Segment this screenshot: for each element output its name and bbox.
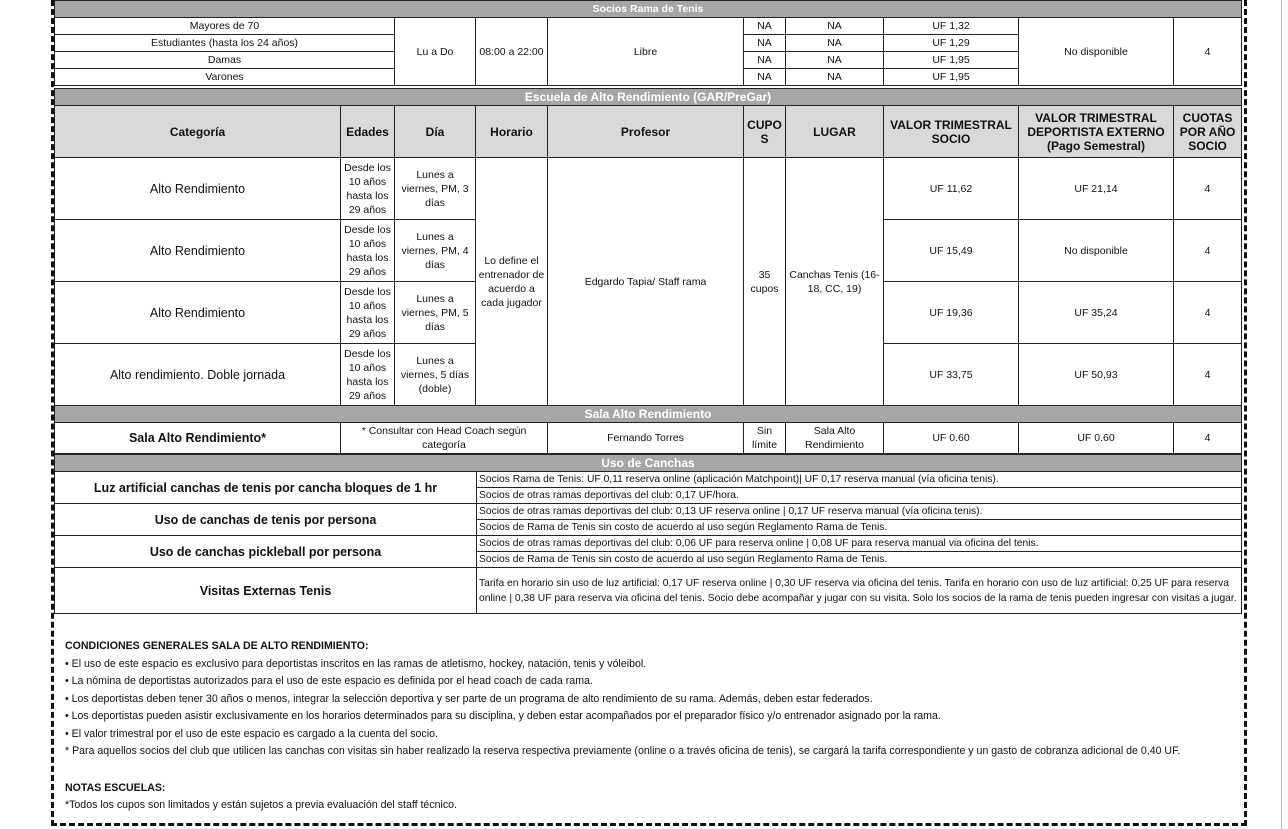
canchas-item-title: Uso de canchas de tenis por persona — [55, 504, 477, 536]
canchas-item-line: Socios de otras ramas deportivas del club: 0,17 UF/hora. — [477, 488, 1242, 504]
escuela-band: Escuela de Alto Rendimiento (GAR/PreGar) — [55, 89, 1242, 106]
dia-cell: Lu a Do — [395, 18, 476, 86]
sala-lugar: Sala Alto Rendimiento — [786, 423, 884, 454]
canchas-item-title: Luz artificial canchas de tenis por cancha bloques de 1 hr — [55, 472, 477, 504]
condiciones-title: CONDICIONES GENERALES SALA DE ALTO RENDIMIENTO: — [65, 640, 369, 652]
header-horario: Horario — [476, 106, 548, 158]
header-dia: Día — [395, 106, 476, 158]
sala-valor-socio: UF 0.60 — [884, 423, 1019, 454]
horario-cell: Lo define el entrenador de acuerdo a cada jugador — [476, 158, 548, 406]
escuela-table — [54, 88, 1242, 406]
condiciones-section — [65, 638, 1235, 815]
sala-cupos: Sin límite — [744, 423, 786, 454]
canchas-item-line: Socios de otras ramas deportivas del club: 0,13 UF reserva online | 0,17 UF reserva manual (vía oficina tenis). — [477, 504, 1242, 520]
sala-band: Sala Alto Rendimiento — [55, 406, 1242, 423]
canchas-item-line: Tarifa en horario sin uso de luz artificial: 0,17 UF reserva online | 0,30 UF reserva via oficina del tenis. Tarifa en horario con uso de luz artificial: 0,25 UF para reserva online | 0,38 UF para reserva via oficina del tenis. Socio debe acompañar y jugar con su visita. Solo los socios de la rama de tenis pueden ingresar con visitas a jugar. — [477, 568, 1242, 614]
condicion-item: • El uso de este espacio es exclusivo para deportistas inscritos en las ramas de atletismo, hockey, natación, tenis y vóleibol. — [65, 657, 647, 670]
dia-cell: Lunes a viernes, PM, 3 días — [395, 158, 476, 220]
value-cell: NA — [744, 69, 786, 86]
header-edades: Edades — [341, 106, 395, 158]
profesor-cell: Edgardo Tapia/ Staff rama — [548, 158, 744, 406]
value-cell: NA — [744, 52, 786, 69]
header-valor-socio: VALOR TRIMESTRAL SOCIO — [884, 106, 1019, 158]
canchas-item-line: Socios de Rama de Tenis sin costo de acuerdo al uso según Reglamento Rama de Tenis. — [477, 520, 1242, 536]
categoria-cell: Alto Rendimiento — [55, 158, 341, 220]
sala-nota: * Consultar con Head Coach según categoría — [341, 423, 548, 454]
socios-tenis-table — [54, 0, 1242, 86]
horario-cell: 08:00 a 22:00 — [476, 18, 548, 86]
categoria-cell: Estudiantes (hasta los 24 años) — [55, 35, 395, 52]
sala-cuotas: 4 — [1174, 423, 1242, 454]
canchas-table — [54, 454, 1242, 614]
canchas-item-title: Visitas Externas Tenis — [55, 568, 477, 614]
cuotas-cell: 4 — [1174, 344, 1242, 406]
condicion-item: • La nómina de deportistas autorizados para el uso de este espacio es definida por el head coach de cada rama. — [65, 675, 593, 687]
canchas-item-line: Socios Rama de Tenis: UF 0,11 reserva online (aplicación Matchpoint)| UF 0,17 reserva manual (vía oficina tenis). — [477, 472, 1242, 488]
header-cuotas: CUOTAS POR AÑO SOCIO — [1174, 106, 1242, 158]
edades-cell: Desde los 10 años hasta los 29 años — [341, 282, 395, 344]
cuotas-cell: 4 — [1174, 158, 1242, 220]
cuotas-cell: 4 — [1174, 282, 1242, 344]
scrollbar-edge — [1281, 0, 1282, 829]
categoria-cell: Varones — [55, 69, 395, 86]
canchas-band: Uso de Canchas — [55, 455, 1242, 472]
dia-cell: Lunes a viernes, PM, 4 días — [395, 220, 476, 282]
condicion-item: * Para aquellos socios del club que utilicen las canchas con visitas sin haber realizado la reserva respectiva previamente (online o a través oficina de tenis), se cargará la tarifa correspondiente y un gasto de cobranza adicional de 0,40 UF. — [65, 745, 1181, 757]
canchas-item-line: Socios de otras ramas deportivas del club: 0,06 UF para reserva online | 0,08 UF para reserva manual via oficina del tenis. — [477, 536, 1242, 552]
value-cell: NA — [744, 35, 786, 52]
cupos-cell: 35 cupos — [744, 158, 786, 406]
notas-text: *Todos los cupos son limitados y están sujetos a previa evaluación del staff técnico. — [65, 799, 457, 811]
categoria-cell: Alto rendimiento. Doble jornada — [55, 344, 341, 406]
value-cell: NA — [786, 52, 884, 69]
condicion-item: • Los deportistas pueden asistir exclusivamente en los horarios determinados para su disciplina, y deben estar acompañados por el preparador físico y/o entrenador asignado por la rama. — [65, 710, 941, 722]
edades-cell: Desde los 10 años hasta los 29 años — [341, 220, 395, 282]
uf-cell: UF 1,29 — [884, 35, 1019, 52]
header-valor-externo: VALOR TRIMESTRAL DEPORTISTA EXTERNO (Pago Semestral) — [1019, 106, 1174, 158]
uf-cell: UF 1,95 — [884, 69, 1019, 86]
sala-categoria: Sala Alto Rendimiento* — [55, 423, 341, 454]
condicion-item: • Los deportistas deben tener 30 años o menos, integrar la selección deportiva y ser parte de un programa de alto rendimiento de su rama. Además, deben estar federados. — [65, 692, 873, 705]
valor-externo-cell: UF 50,93 — [1019, 344, 1174, 406]
canchas-item-line: Socios de Rama de Tenis sin costo de acuerdo al uso según Reglamento Rama de Tenis. — [477, 552, 1242, 568]
notas-title: NOTAS ESCUELAS: — [65, 781, 166, 794]
condicion-item: • El valor trimestral por el uso de este espacio es cargado a la cuenta del socio. — [65, 727, 438, 740]
categoria-cell: Damas — [55, 52, 395, 69]
value-cell: NA — [786, 35, 884, 52]
sala-valor-externo: UF 0.60 — [1019, 423, 1174, 454]
sala-table — [54, 405, 1242, 454]
header-profesor: Profesor — [548, 106, 744, 158]
cuotas-cell: 4 — [1174, 18, 1242, 86]
categoria-cell: Alto Rendimiento — [55, 220, 341, 282]
header-lugar: LUGAR — [786, 106, 884, 158]
header-cupos: CUPOS — [744, 106, 786, 158]
profesor-cell: Libre — [548, 18, 744, 86]
cuotas-cell: 4 — [1174, 220, 1242, 282]
categoria-cell: Mayores de 70 — [55, 18, 395, 35]
valor-externo-cell: UF 35,24 — [1019, 282, 1174, 344]
uf-cell: UF 1,95 — [884, 52, 1019, 69]
valor-socio-cell: UF 33,75 — [884, 344, 1019, 406]
value-cell: NA — [786, 69, 884, 86]
uf-cell: UF 1,32 — [884, 18, 1019, 35]
socios-tenis-band: Socios Rama de Tenis — [55, 1, 1242, 18]
sala-profesor: Fernando Torres — [548, 423, 744, 454]
value-cell: NA — [786, 18, 884, 35]
valor-externo-cell: UF 21,14 — [1019, 158, 1174, 220]
externo-cell: No disponible — [1019, 18, 1174, 86]
valor-socio-cell: UF 15,49 — [884, 220, 1019, 282]
valor-externo-cell: No disponible — [1019, 220, 1174, 282]
valor-socio-cell: UF 11,62 — [884, 158, 1019, 220]
edades-cell: Desde los 10 años hasta los 29 años — [341, 158, 395, 220]
canchas-item-title: Uso de canchas pickleball por persona — [55, 536, 477, 568]
value-cell: NA — [744, 18, 786, 35]
dia-cell: Lunes a viernes, PM, 5 días — [395, 282, 476, 344]
dia-cell: Lunes a viernes, 5 días (doble) — [395, 344, 476, 406]
header-categoria: Categoría — [55, 106, 341, 158]
lugar-cell: Canchas Tenis (16-18, CC, 19) — [786, 158, 884, 406]
valor-socio-cell: UF 19,36 — [884, 282, 1019, 344]
edades-cell: Desde los 10 años hasta los 29 años — [341, 344, 395, 406]
categoria-cell: Alto Rendimiento — [55, 282, 341, 344]
